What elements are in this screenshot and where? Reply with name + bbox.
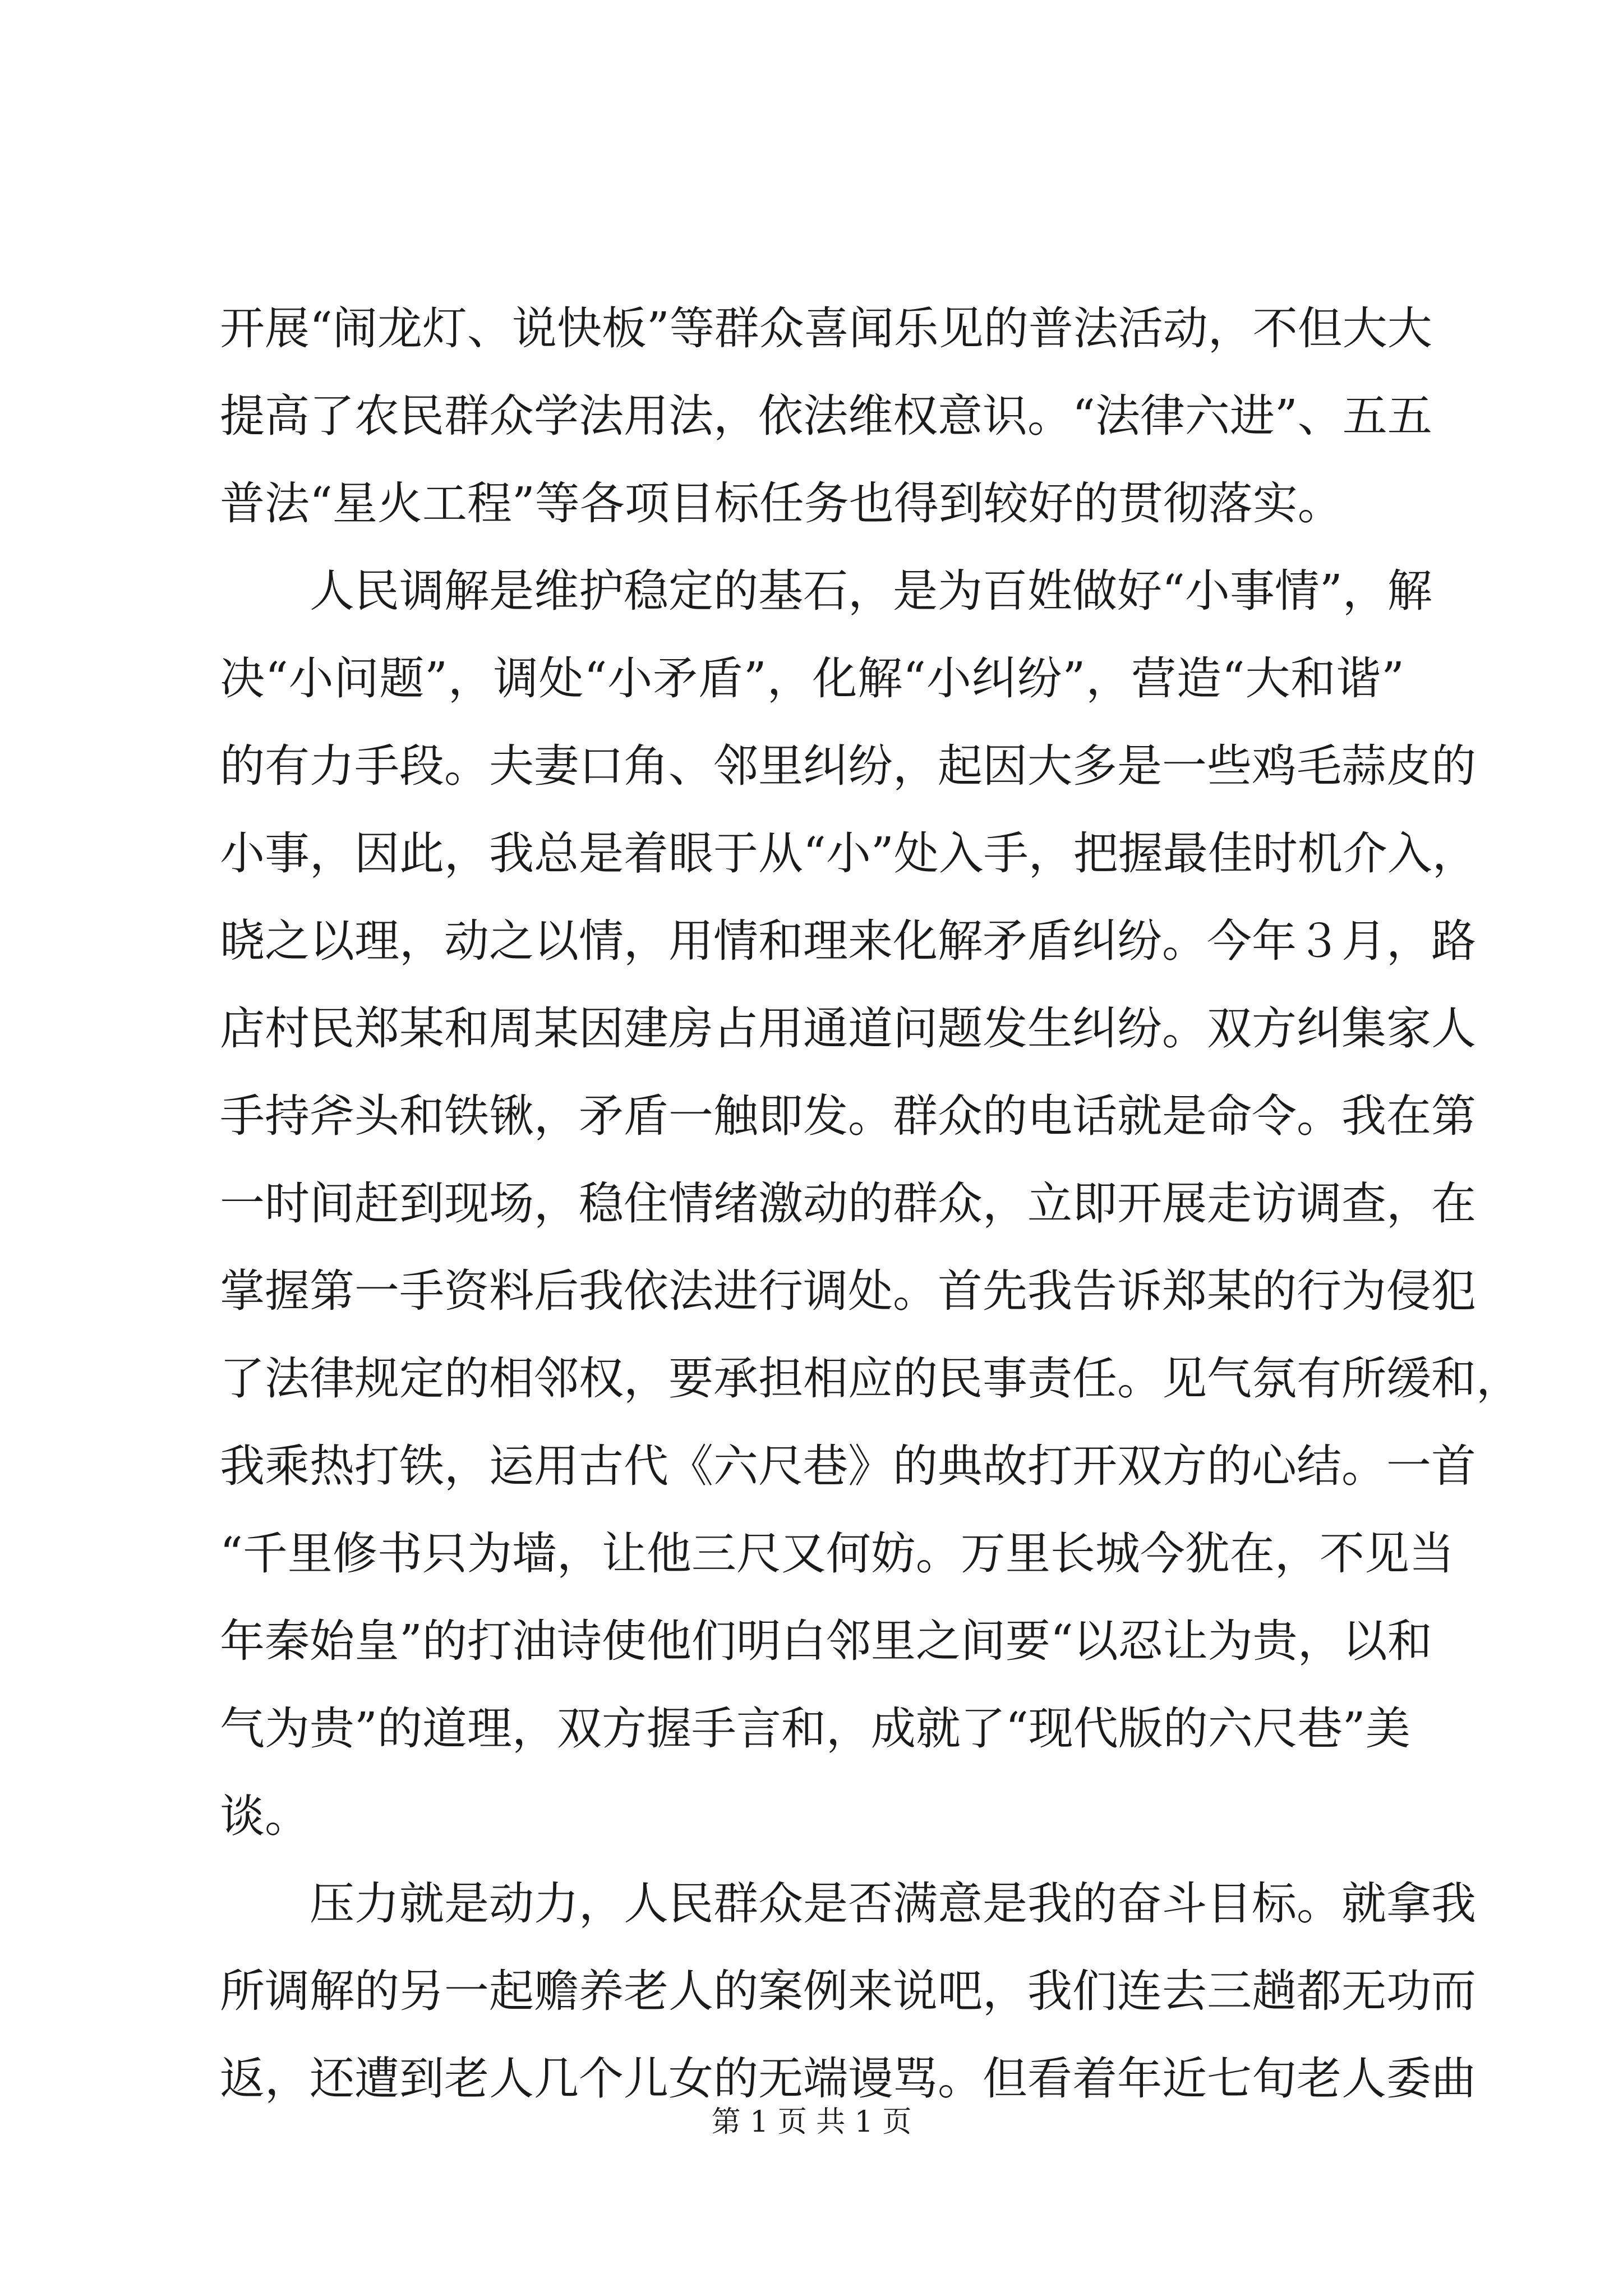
- text-line: 晓之以理，动之以情，用情和理来化解矛盾纠纷。今年３月，路: [220, 915, 1476, 967]
- text-line: 提高了农民群众学法用法，依法维权意识。“法律六进”、五五: [220, 390, 1432, 442]
- text-line: “千里修书只为墙，让他三尺又何妨。万里长城今犹在，不见当: [220, 1527, 1454, 1580]
- text-line: 压力就是动力，人民群众是否满意是我的奋斗目标。就拿我: [310, 1878, 1476, 1930]
- text-line: 我乘热打铁，运用古代《六尺巷》的典故打开双方的心结。一首: [220, 1440, 1476, 1492]
- paragraph: [220, 285, 1432, 547]
- text-line: 返，还遭到老人几个儿女的无端谩骂。但看着年近七旬老人委曲: [220, 2053, 1476, 2105]
- page-number-footer: 第 1 页 共 1 页: [711, 2105, 912, 2139]
- text-line: 掌握第一手资料后我依法进行调处。首先我告诉郑某的行为侵犯: [220, 1265, 1476, 1317]
- text-line: 小事，因此，我总是着眼于从“小”处入手，把握最佳时机介入，: [220, 827, 1477, 880]
- paragraph: [220, 547, 1521, 1860]
- text-line: 气为贵”的道理，双方握手言和，成就了“现代版的六尺巷”美: [220, 1703, 1410, 1755]
- document-body: [220, 285, 1521, 2123]
- text-line: 普法“星火工程”等各项目标任务也得到较好的贯彻落实。: [220, 477, 1343, 530]
- text-line: 店村民郑某和周某因建房占用通道问题发生纠纷。双方纠集家人: [220, 1002, 1476, 1055]
- text-line: 的有力手段。夫妻口角、邻里纠纷，起因大多是一些鸡毛蒜皮的: [220, 740, 1476, 792]
- text-line: 了法律规定的相邻权，要承担相应的民事责任。见气氛有所缓和，: [220, 1352, 1521, 1405]
- text-line: 谈。: [220, 1790, 310, 1842]
- text-line: 人民调解是维护稳定的基石，是为百姓做好“小事情”，解: [310, 565, 1432, 617]
- text-line: 一时间赶到现场，稳住情绪激动的群众，立即开展走访调查，在: [220, 1177, 1476, 1230]
- text-line: 所调解的另一起赡养老人的案例来说吧，我们连去三趟都无功而: [220, 1965, 1476, 2017]
- text-line: 开展“闹龙灯、说快板”等群众喜闻乐见的普法活动，不但大大: [220, 302, 1432, 355]
- text-line: 年秦始皇”的打油诗使他们明白邻里之间要“以忍让为贵，以和: [220, 1615, 1432, 1667]
- text-line: 手持斧头和铁锹，矛盾一触即发。群众的电话就是命令。我在第: [220, 1090, 1476, 1142]
- paragraph: [220, 1860, 1476, 2123]
- text-line: 决“小问题”，调处“小矛盾”，化解“小纠纷”，营造“大和谐”: [220, 652, 1404, 705]
